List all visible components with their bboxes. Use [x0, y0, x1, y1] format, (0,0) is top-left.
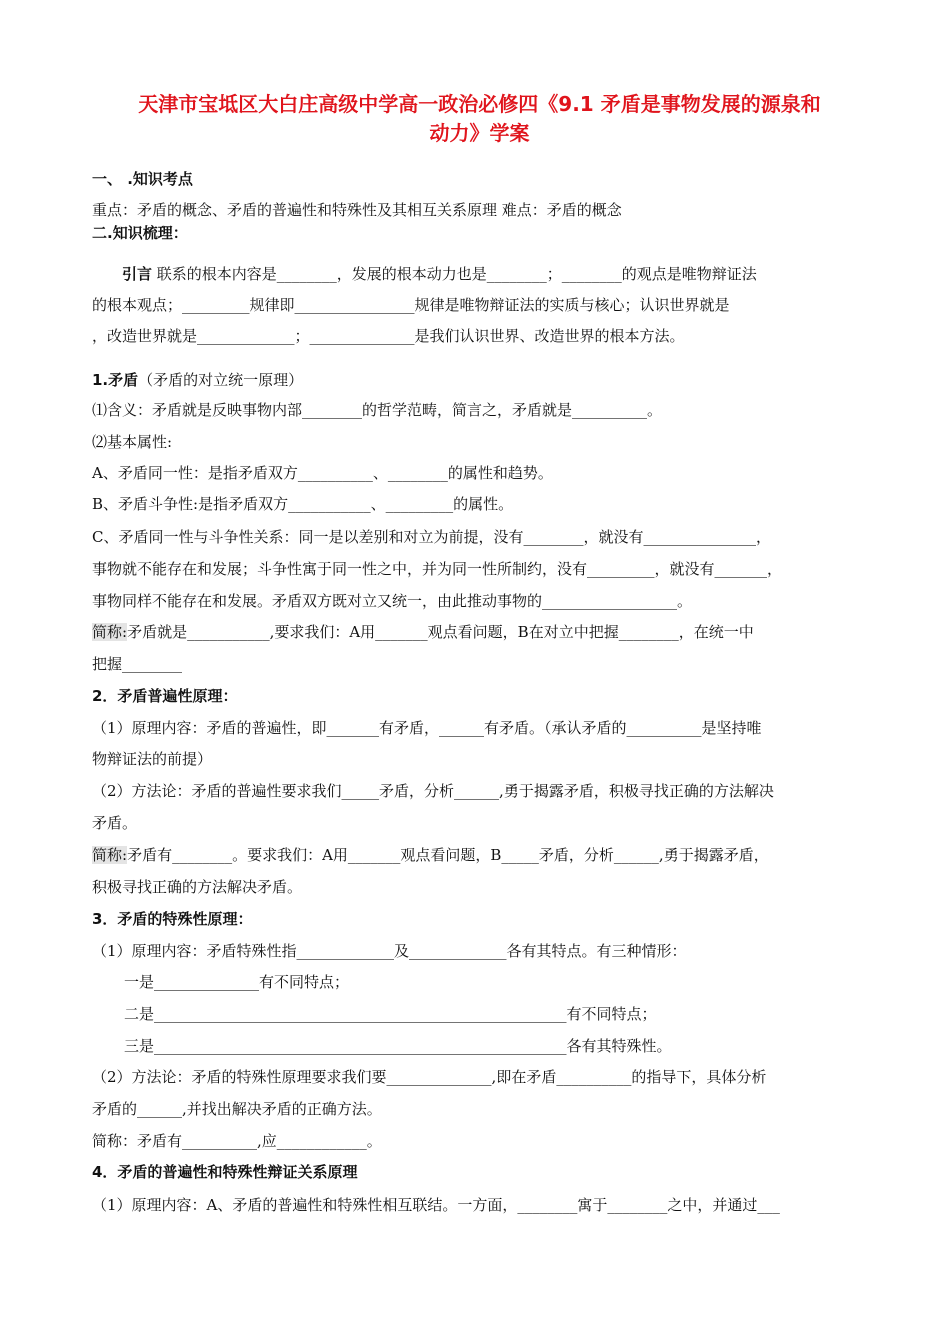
key-points: 重点：矛盾的概念、矛盾的普遍性和特殊性及其相互关系原理 难点：矛盾的概念	[92, 201, 622, 219]
concept-2-brief-1	[92, 844, 872, 866]
intro-line-3: ，改造世界就是_____________；______________是我们认识世界、改造世界的根本方法。	[92, 327, 685, 345]
concept-3-method-1: （2）方法论：矛盾的特殊性原理要求我们要______________,即在矛盾__________的指导下，具体分析	[92, 1068, 767, 1086]
concept-1-definition: ⑴含义：矛盾就是反映事物内部________的哲学范畴，简言之，矛盾就是__________。	[92, 401, 663, 419]
concept-1-brief-1	[92, 621, 872, 643]
intro-line-2: 的根本观点；_________规律即________________规律是唯物辩证法的实质与核心；认识世界就是	[92, 296, 730, 314]
concept-1-identity: A、矛盾同一性：是指矛盾双方__________、________的属性和趋势。	[92, 464, 553, 482]
concept-1-struggle: B、矛盾斗争性:是指矛盾双方___________、_________的属性。	[92, 495, 514, 513]
concept-1-relation-3: 事物同样不能存在和发展。矛盾双方既对立又统一，由此推动事物的__________________。	[92, 592, 693, 610]
concept-3-case-1: 一是______________有不同特点；	[124, 973, 350, 991]
concept-2-method-1: （2）方法论：矛盾的普遍性要求我们_____矛盾，分析______,勇于揭露矛盾，积极寻找正确的方法解决	[92, 782, 774, 800]
intro-text-1: 联系的根本内容是________，发展的根本动力也是________；________的观点是唯物辩证法	[152, 265, 757, 283]
concept-1-subtitle: （矛盾的对立统一原理）	[138, 371, 304, 389]
concept-3-heading: 3．矛盾的特殊性原理：	[92, 910, 253, 928]
concept-1-brief-text: 矛盾就是___________,要求我们：A用_______观点看问题，B在对立中把握________，在统一中	[127, 623, 754, 641]
concept-2-brief-2: 积极寻找正确的方法解决矛盾。	[92, 878, 303, 896]
concept-3-method-2: 矛盾的______,并找出解决矛盾的正确方法。	[92, 1100, 382, 1118]
concept-2-content-2: 物辩证法的前提）	[92, 750, 213, 768]
concept-1-brief-label: 简称:	[92, 623, 128, 641]
intro-label: 引言	[122, 265, 153, 283]
concept-1-heading	[92, 369, 872, 391]
concept-2-brief-text: 矛盾有________。要求我们：A用_______观点看问题，B_____矛盾，分析______,勇于揭露矛盾，	[127, 846, 769, 864]
concept-1-relation-2: 事物就不能存在和发展；斗争性寓于同一性之中，并为同一性所制约，没有_________，就没有_______，	[92, 560, 783, 578]
section-1-heading: 一、 .知识考点	[92, 170, 193, 188]
concept-1-brief-2: 把握________	[92, 655, 183, 673]
concept-3-case-3: 三是_______________________________________________________各有其特殊性。	[124, 1037, 672, 1055]
document-title-line-1: 天津市宝坻区大白庄高级中学高一政治必修四《9.1 矛盾是事物发展的源泉和	[138, 92, 821, 116]
section-2-heading: 二.知识梳理：	[92, 224, 188, 242]
concept-2-method-2: 矛盾。	[92, 814, 138, 832]
concept-2-content-1: （1）原理内容：矛盾的普遍性，即_______有矛盾，______有矛盾。（承认矛盾的__________是坚持唯	[92, 719, 762, 737]
concept-4-heading: 4．矛盾的普遍性和特殊性辩证关系原理	[92, 1163, 358, 1181]
concept-3-case-2: 二是_______________________________________________________有不同特点；	[124, 1005, 657, 1023]
concept-1-title: 1.矛盾	[92, 371, 139, 389]
intro-line-1	[92, 263, 872, 285]
concept-1-relation-1: C、矛盾同一性与斗争性关系：同一是以差别和对立为前提，没有________，就没有_______________，	[92, 528, 771, 546]
concept-4-content: （1）原理内容：A、矛盾的普遍性和特殊性相互联结。一方面，________寓于________之中，并通过___	[92, 1196, 780, 1214]
concept-3-brief: 简称：矛盾有__________,应____________。	[92, 1132, 382, 1150]
concept-3-content: （1）原理内容：矛盾特殊性指_____________及_____________各有其特点。有三种情形：	[92, 942, 687, 960]
document-title-line-2: 动力》学案	[429, 121, 530, 145]
concept-2-heading: 2．矛盾普遍性原理：	[92, 687, 238, 705]
concept-1-attributes: ⑵基本属性:	[92, 433, 173, 451]
concept-2-brief-label: 简称:	[92, 846, 128, 864]
